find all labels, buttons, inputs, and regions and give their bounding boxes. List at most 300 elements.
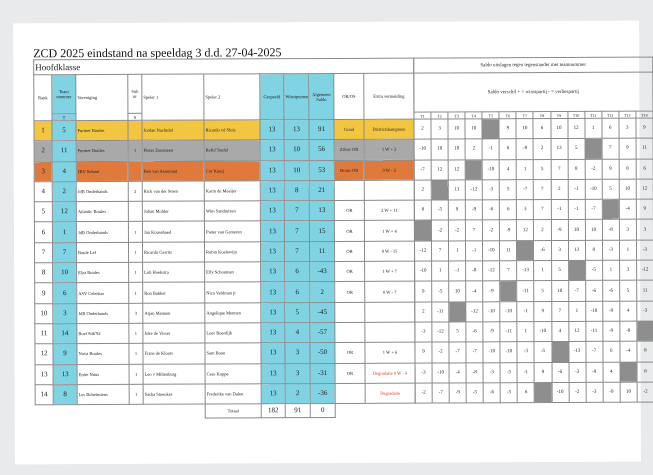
team-cell: 13 [53,364,77,384]
winstpunten-cell: 4 [285,323,310,343]
sub-cell: 1 [129,262,143,282]
matrix-subtitle: Saldo verschil + = winstpartij - = verliespartij [414,72,653,112]
standings-row [35,383,415,405]
winstpunten-cell: 2 [285,383,310,403]
matrix-row [415,280,653,301]
gespeeld-cell: 13 [261,343,285,363]
oros-cell: Goud [334,119,364,139]
matrix-col-header: T12 [602,111,619,118]
result-cell: -4 [620,341,637,361]
standings-row [35,302,415,324]
result-cell: -8 [620,321,637,341]
saldo-cell: -36 [310,383,335,403]
sub-cell: 1 [129,384,143,404]
saldo-cell: -50 [310,343,335,363]
result-cell: -10 [500,342,517,362]
result-cell: 1 [585,118,602,138]
matrix-col-header: T8 [533,112,550,119]
result-cell: 5 [551,261,568,281]
result-cell: -12 [432,322,449,342]
result-cell: -1 [517,301,534,321]
rank-cell: 2 [34,141,52,161]
result-cell: 7 [466,220,483,240]
matrix-col-header: T6 [499,112,516,119]
club-cell: Entre Nous [77,364,129,385]
extra-cell: 0 W - 15 [364,241,414,262]
saldo-cell: 15 [309,221,334,241]
result-cell: -6 [602,281,619,301]
result-cell: -4 [449,362,466,382]
result-cell: 10 [431,139,448,159]
result-cell: -1 [482,139,499,159]
gespeeld-cell: 13 [260,160,284,180]
result-cell: -11 [432,302,449,322]
matrix-col-header: T7 [516,112,533,119]
result-cell: 6 [499,139,516,159]
team-cell: 12 [52,202,76,222]
rank-cell: 5 [34,202,52,222]
result-cell: -1 [466,241,483,261]
gespeeld-cell: 13 [260,181,284,201]
gespeeld-cell: 13 [261,384,285,404]
standings-row [35,281,415,303]
winstpunten-cell: 3 [285,343,310,363]
result-cell: -6 [483,383,500,403]
result-cell: -6 [534,240,551,260]
standings-row [35,261,415,283]
extra-cell: 1 W + 2 [364,139,414,160]
result-cell: 5 [500,180,517,200]
totals-saldo: 0 [310,404,335,418]
result-cell: -5 [500,383,517,403]
sub-cell: 2 [128,181,142,201]
results-matrix [413,57,653,404]
result-cell: 8 [568,159,585,179]
club-cell: Purmer Boules [76,120,128,141]
speler1-cell: Ron Bakker [143,282,205,303]
result-cell: 7 [534,179,551,199]
result-cell: 13 [551,139,568,159]
matrix-col-header: T10 [567,111,584,118]
team-cell: 5 [52,121,76,141]
speler1-cell: Frans de Kloots [143,343,205,364]
matrix-col-header: T11 [585,111,602,118]
sub-cell: 1 [129,344,143,364]
result-cell: 6 [533,119,550,139]
result-cell: 9 [602,159,619,179]
result-cell: -10 [415,261,432,281]
result-cell: -9 [602,301,619,321]
result-cell: -7 [449,342,466,362]
result-cell: -8 [516,139,533,159]
result-cell: 2 [551,179,568,199]
result-cell: 12 [636,179,653,199]
result-cell: -2 [432,342,449,362]
extra-cell: Districtskampioen [364,119,414,140]
result-cell: 3 [636,220,653,240]
rank-cell: 4 [34,182,52,202]
team-cell: 14 [53,324,77,344]
result-cell: -10 [585,301,602,321]
standings-row [34,241,414,263]
result-cell: 1 [534,261,551,281]
result-cell: -3 [415,363,432,383]
winstpunten-cell: 6 [285,262,310,282]
team-cell: 6 [53,283,77,303]
result-cell: 9 [448,200,465,220]
matrix-row [414,199,653,220]
result-cell: -7 [414,160,431,180]
rank-cell: 12 [35,344,53,364]
standings-row [34,200,414,222]
result-cell: 1 [517,159,534,179]
result-cell: 5 [449,322,466,342]
result-cell: 1 [517,322,534,342]
matrix-col-header: T1 [414,112,431,119]
result-cell: -2 [415,383,432,403]
speler1-cell: Arjan Mennen [143,303,205,324]
matrix-row [414,138,653,159]
gespeeld-cell: 13 [261,282,285,302]
club-cell: ASV Celeritas [77,283,129,304]
extra-cell [364,180,414,201]
result-cell: -9 [449,383,466,403]
matrix-row [415,321,653,342]
result-cell [568,260,585,280]
result-cell [602,199,619,219]
team-cell: 7 [52,242,76,262]
result-cell: 2 [414,119,431,139]
result-cell: 9 [499,119,516,139]
club-cell: Boel Stik'92 [77,323,129,344]
result-cell: 10 [619,179,636,199]
result-cell: -5 [585,260,602,280]
result-cell: -7 [432,383,449,403]
result-cell: 6 [636,159,653,179]
result-cell: -10 [414,139,431,159]
result-cell: -3 [517,342,534,362]
result-cell: -9 [603,382,620,402]
result-cell: 3 [619,118,636,138]
result-cell: -7 [517,179,534,199]
result-cell: -10 [482,159,499,179]
winstpunten-cell: 3 [285,363,310,383]
team-cell: 11 [52,141,76,161]
gespeeld-cell: 13 [260,241,284,261]
speler2-cell: Refid Teufel [204,140,260,161]
header-row [34,73,414,114]
matrix-col-header: T4 [465,112,482,119]
gespeeld-cell: 13 [261,262,285,282]
sub-cell: 1 [128,242,142,262]
header-saldo: Algemeen Saldo [309,73,334,119]
result-cell [620,362,637,382]
result-cell: 2 [533,139,550,159]
standings-row [35,363,415,385]
result-cell: 3 [517,200,534,220]
result-cell: -12 [414,241,431,261]
result-cell: 3 [551,240,568,260]
standings-row [34,221,414,243]
result-cell: -12 [636,260,653,280]
gespeeld-cell: 13 [261,302,285,322]
result-cell: -9 [483,322,500,342]
result-cell: 10 [568,220,585,240]
club-cell: JBV Sobool [76,161,128,182]
result-cell: -4 [466,281,483,301]
speler1-cell: Jan Kousebaed [142,222,204,243]
header-sub-sub: S [128,113,142,120]
sub-cell: 1 [129,323,143,343]
result-cell: 2 [465,139,482,159]
sub-cell: 1 [128,222,142,242]
result-cell: -2 [585,159,602,179]
result-cell: -6 [552,362,569,382]
saldo-cell: -45 [310,302,335,322]
result-cell: -1 [551,200,568,220]
result-cell: -6 [483,200,500,220]
speler2-cell: Elly Schouman [205,262,261,283]
oros-cell: OR [334,201,364,221]
result-cell [517,240,534,260]
result-cell: -3 [637,301,653,321]
speler2-cell: Karin de Meaijer [204,181,260,202]
sub-cell: 3 [129,303,143,323]
result-cell: -9 [483,281,500,301]
sub-cell [128,161,142,181]
result-cell: 12 [448,159,465,179]
matrix-row [415,341,653,362]
result-cell: -10 [552,382,569,402]
result-cell: -10 [534,321,551,341]
rank-cell: 3 [34,161,52,181]
result-cell: -11 [517,281,534,301]
result-cell: -10 [500,301,517,321]
matrix-row [414,159,653,180]
extra-cell [365,322,415,343]
result-cell: -6 [585,281,602,301]
club-cell: Elza Boules [77,262,129,283]
matrix-row [414,118,653,139]
header-sub: Sub nr [128,74,142,113]
result-cell: 10 [448,139,465,159]
saldo-cell: -57 [310,322,335,342]
oros-cell: OR [335,363,365,383]
club-cell: Purmer Boules [76,141,128,162]
header-team-sub: T [52,114,76,121]
oros-cell [335,302,365,322]
result-cell: -7 [585,199,602,219]
result-cell: 4 [551,321,568,341]
result-cell: 13 [568,240,585,260]
result-cell: 7 [551,301,568,321]
speler2-cell: Cees Koppe [205,363,261,384]
result-cell: 3 [619,260,636,280]
result-cell: -11 [585,321,602,341]
result-cell: 10 [465,119,482,139]
saldo-cell: 13 [309,201,334,221]
matrix-col-header: T13 [619,111,636,118]
rank-cell: 9 [35,283,53,303]
result-cell: -8 [466,261,483,281]
matrix-row [415,260,653,281]
matrix-row [414,179,653,200]
result-cell: 12 [568,321,585,341]
gespeeld-cell: 13 [261,363,285,383]
result-cell: 12 [517,220,534,240]
result-cell: -12 [465,180,482,200]
oros-cell: OR [335,343,365,363]
result-cell: -11 [500,322,517,342]
saldo-cell: 53 [309,160,334,180]
team-cell: 4 [52,161,76,181]
oros-cell: OR [335,261,365,281]
result-cell: -10 [432,363,449,383]
result-cell: -2 [431,220,448,240]
matrix-row [414,240,653,261]
result-cell [482,119,499,139]
result-cell: -3 [482,180,499,200]
result-cell: 8 [637,341,653,361]
matrix-row [415,362,653,383]
matrix-col-header: T9 [550,111,567,118]
matrix-col-header: T5 [482,112,499,119]
result-cell: 8 [585,240,602,260]
result-cell: 10 [585,220,602,240]
result-cell: 7 [432,241,449,261]
speler1-cell: Rick van der Steen [142,181,204,202]
header-speler1: Speler 1 [142,74,204,120]
speler2-cell: Loes Boerdijk [205,323,261,344]
club-cell: Les Boheimiens [77,384,129,405]
result-cell: 1 [449,241,466,261]
matrix-row [415,382,653,403]
result-cell: -9 [500,220,517,240]
gespeeld-cell: 13 [261,323,285,343]
result-cell: 9 [534,362,551,382]
result-cell: -3 [586,382,603,402]
result-cell [414,221,431,241]
result-cell: 9 [636,199,653,219]
result-cell [465,159,482,179]
result-cell: 3 [431,119,448,139]
result-cell: 10 [448,119,465,139]
gespeeld-cell: 13 [260,221,284,241]
result-cell [535,382,552,402]
result-cell: 4 [620,301,637,321]
result-cell [551,342,568,362]
winstpunten-cell: 13 [284,120,309,140]
result-cell: 8 [637,362,653,382]
result-cell: 12 [431,160,448,180]
result-cell: 10 [550,118,567,138]
result-cell: 7 [534,200,551,220]
speler2-cell: Robin Koelewijn [204,242,260,263]
result-cell: 2 [534,220,551,240]
result-cell: 2 [414,180,431,200]
matrix-body [414,118,653,403]
scanned-sheet [13,21,649,465]
speler2-cell: Pieter van Gemeren [204,221,260,242]
speler2-cell: Cor Kooij [204,160,260,181]
rank-cell: 10 [35,303,53,323]
team-cell: 2 [52,181,76,201]
saldo-cell: -31 [310,363,335,383]
saldo-cell: 91 [309,119,334,139]
rank-cell: 11 [35,324,53,344]
winstpunten-cell: 10 [284,140,309,160]
winstpunten-cell: 7 [284,241,309,261]
matrix-row [415,301,653,322]
result-cell: 7 [551,159,568,179]
extra-cell: 1 W + 6 [365,342,415,363]
matrix-col-header: T3 [448,112,465,119]
result-cell: -2 [483,220,500,240]
speler1-cell: Jordan Nachtdal [142,120,204,141]
result-cell: 1 [619,240,636,260]
page-title: ZCD 2025 eindstand na speeldag 3 d.d. 27-04-2025 [33,45,282,61]
rank-cell: 7 [34,242,52,262]
club-cell: Atlantic Boules [76,202,128,223]
speler2-cell: Nico Veldman jr [205,282,261,303]
extra-cell: Degradatie 0 W - 6 [365,363,415,384]
sub-cell [128,201,142,221]
rank-cell: 14 [35,385,53,405]
extra-cell: 0 W - 2 [364,160,414,181]
speler2-cell: Sam Boon [205,343,261,364]
result-cell: -3 [569,362,586,382]
result-cell: 6 [603,341,620,361]
speler1-cell: Joke de Visser [143,323,205,344]
result-cell: -5 [500,362,517,382]
extra-cell: 0 W - 7 [365,281,415,302]
standings-row [34,180,414,202]
sub-cell [128,120,142,140]
result-cell: -1 [568,200,585,220]
result-cell: -3 [602,240,619,260]
result-cell: -9 [603,321,620,341]
result-cell: 9 [534,301,551,321]
result-cell: 5 [602,179,619,199]
saldo-cell: -43 [310,262,335,282]
oros-cell: OR [334,241,364,261]
result-cell: 5 [619,281,636,301]
sub-cell: 1 [129,364,143,384]
sub-cell: 1 [128,141,142,161]
result-cell: -5 [466,383,483,403]
speler2-cell: Ricardo vd Sluis [204,120,260,141]
sub-cell: 1 [129,283,143,303]
oros-cell: OR [334,221,364,241]
result-cell: -12 [483,261,500,281]
winstpunten-cell: 7 [284,221,309,241]
header-rank: Rank [34,75,52,121]
standings-row [35,342,415,364]
saldo-cell: 2 [310,282,335,302]
totals-winstpunten: 91 [285,404,310,418]
result-cell: -7 [586,342,603,362]
result-cell: 9 [619,138,636,158]
rank-cell: 8 [35,263,53,283]
extra-cell: 1 W + 7 [365,261,415,282]
saldo-cell: 21 [309,180,334,200]
speler2-cell: Frederike van Dalen [205,384,261,405]
result-cell: -5 [432,281,449,301]
result-cell: 6 [602,118,619,138]
result-cell: -2 [637,382,653,402]
result-cell [449,302,466,322]
result-cell: 1 [432,261,449,281]
